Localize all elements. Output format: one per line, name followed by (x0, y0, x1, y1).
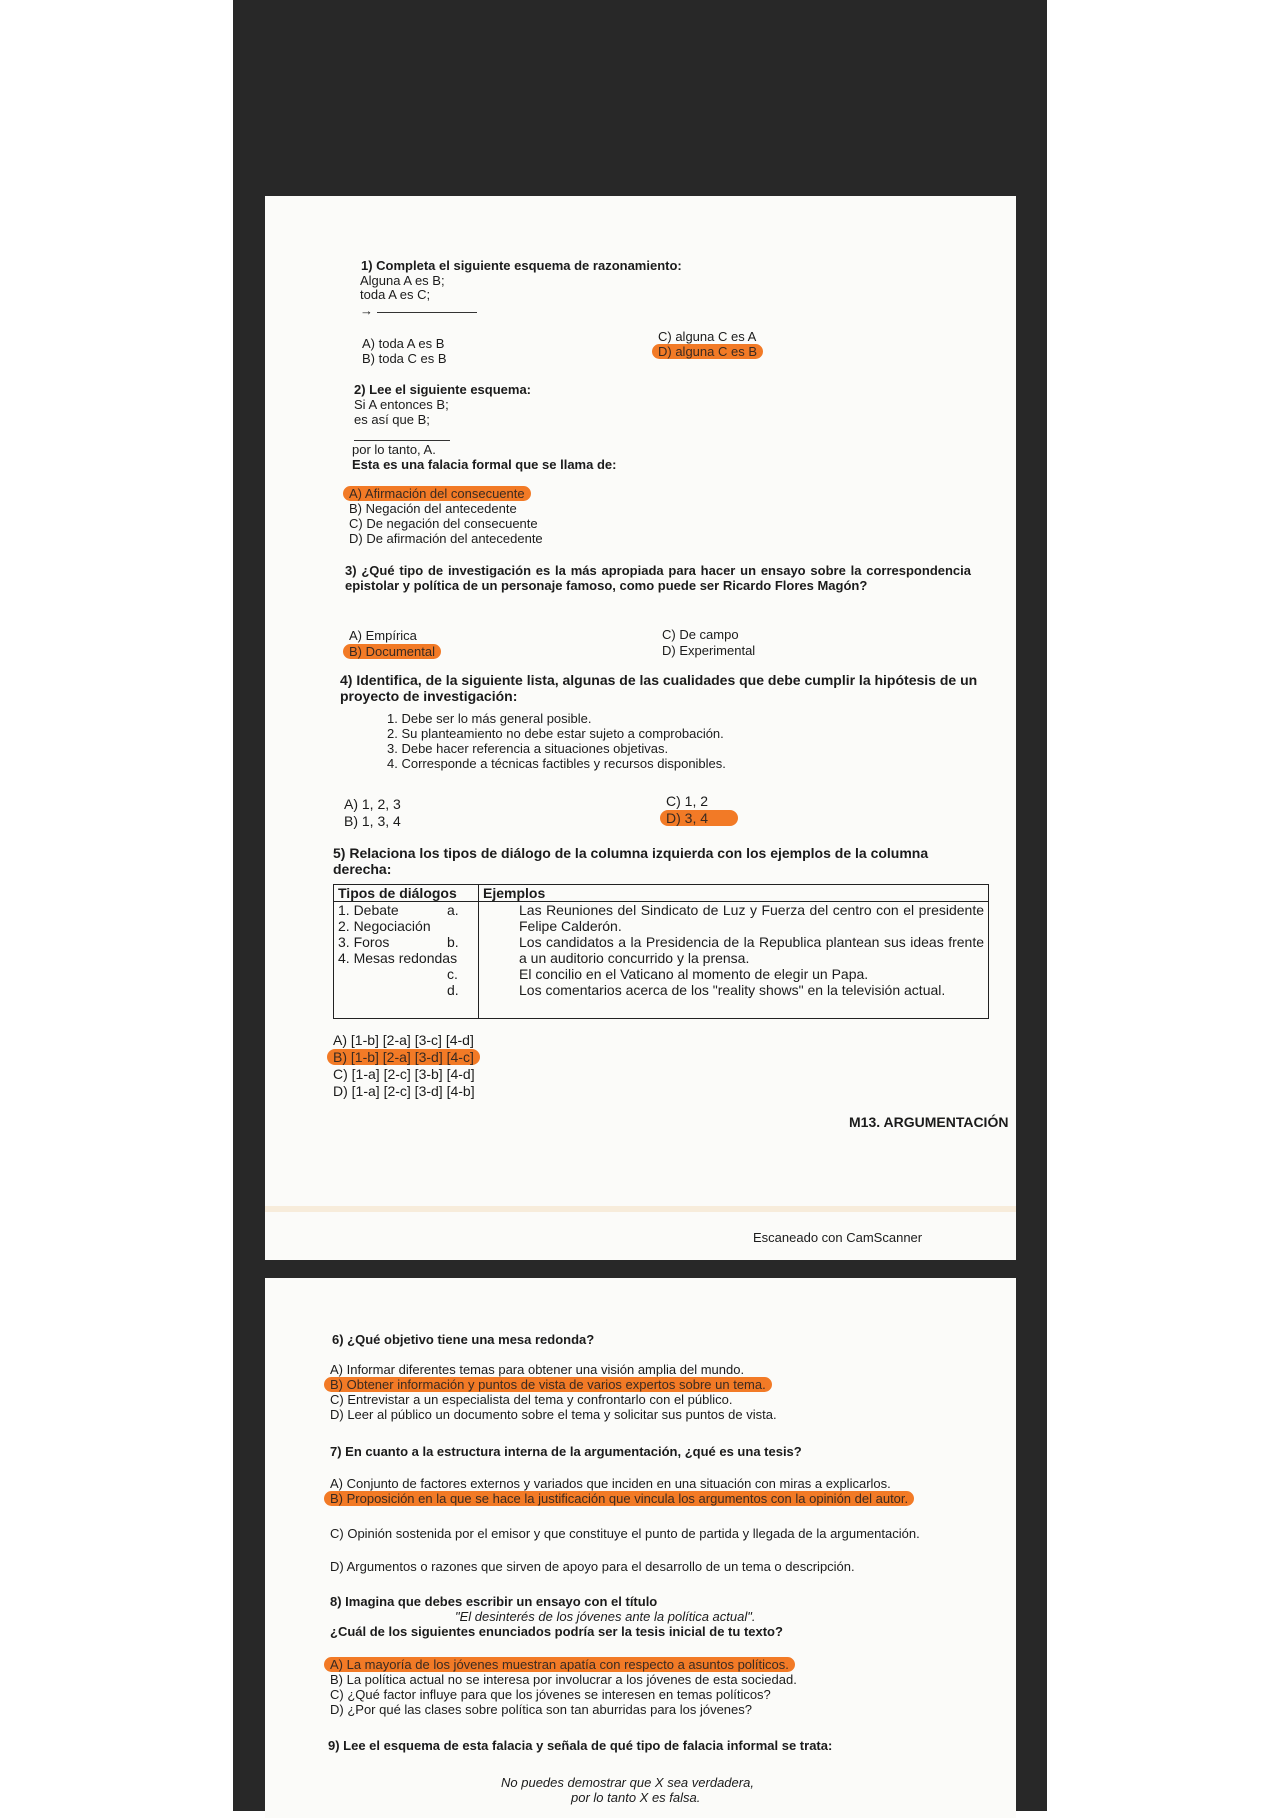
q2-option-d: D) De afirmación del antecedente (349, 531, 543, 546)
type-item: 3. Foros (338, 934, 390, 950)
q4-option-c: C) 1, 2 (666, 793, 709, 809)
type-item: 1. Debate (338, 902, 399, 918)
example-item (447, 966, 984, 982)
example-item (447, 982, 984, 998)
col-header-examples: Ejemplos (479, 885, 989, 902)
q4-option-a: A) 1, 2, 3 (344, 796, 401, 812)
q2-question: Esta es una falacia formal que se llama de: (352, 457, 617, 472)
example-letter: c. (447, 966, 458, 982)
answer-highlight: A) Afirmación del consecuente (343, 486, 531, 501)
answer-highlight: B) Proposición en la que se hace la justificación que vincula los argumentos con la opinión del autor. (324, 1491, 914, 1506)
q5-title: 5) Relaciona los tipos de diálogo de la columna izquierda con los ejemplos de la columna derecha: (333, 845, 929, 877)
q4-option-d (666, 810, 738, 826)
q7-option-d: D) Argumentos o razones que sirven de apoyo para el desarrollo de un tema o descripción. (330, 1559, 855, 1574)
q9-line-2: por lo tanto X es falsa. (571, 1790, 701, 1805)
example-text: Los candidatos a la Presidencia de la Republica plantean sus ideas frente a un auditorio concurrido y la prensa. (519, 934, 984, 966)
q8-essay-title: "El desinterés de los jóvenes ante la política actual". (455, 1609, 756, 1624)
example-letter: d. (447, 982, 459, 998)
q5-option-d: D) [1-a] [2-c] [3-d] [4-b] (333, 1083, 475, 1099)
answer-highlight: D) 3, 4 (660, 810, 738, 826)
q1-option-a: A) toda A es B (362, 336, 445, 351)
q5-option-c: C) [1-a] [2-c] [3-b] [4-d] (333, 1066, 475, 1082)
q7-option-c: C) Opinión sostenida por el emisor y que constituye el punto de partida y llegada de la argumentación. (330, 1526, 920, 1541)
q9-line-1: No puedes demostrar que X sea verdadera, (501, 1775, 754, 1790)
q5-option-a: A) [1-b] [2-a] [3-c] [4-d] (333, 1032, 474, 1048)
q2-blank-line (354, 440, 450, 441)
blank-line (377, 311, 477, 313)
q4-item: 1. Debe ser lo más general posible. (387, 711, 592, 726)
answer-highlight: B) Obtener información y puntos de vista de varios expertos sobre un tema. (324, 1377, 772, 1392)
q2-option-a (349, 486, 531, 501)
example-text: Las Reuniones del Sindicato de Luz y Fuerza del centro con el presidente Felipe Calderón. (519, 902, 984, 934)
dialog-types-table (333, 884, 989, 1019)
q1-option-b: B) toda C es B (362, 351, 447, 366)
types-cell (334, 902, 479, 1019)
q4-item: 3. Debe hacer referencia a situaciones objetivas. (387, 741, 669, 756)
q1-option-c: C) alguna C es A (658, 329, 757, 344)
q2-line-1: Si A entonces B; (354, 397, 449, 412)
examples-cell (447, 902, 989, 1019)
q3-option-a: A) Empírica (349, 628, 417, 643)
q1-option-d (658, 344, 763, 359)
scanned-page-1 (265, 196, 1016, 1260)
q7-option-b (330, 1491, 976, 1506)
q2-line-2: es así que B; (354, 412, 430, 427)
q4-title: 4) Identifica, de la siguiente lista, algunas de las cualidades que debe cumplir la hipótesis de un proyecto de investigación: (340, 672, 978, 704)
q3-option-d: D) Experimental (662, 643, 756, 658)
type-item: 2. Negociación (338, 918, 431, 934)
q1-title: 1) Completa el siguiente esquema de razonamiento: (361, 258, 682, 273)
type-item: 4. Mesas redondas (338, 950, 458, 966)
q1-premise-1: Alguna A es B; (360, 273, 445, 288)
answer-highlight: B) [1-b] [2-a] [3-d] [4-c] (327, 1049, 480, 1065)
example-letter: a. (447, 902, 459, 918)
answer-highlight: D) alguna C es B (652, 344, 763, 359)
q8-title: 8) Imagina que debes escribir un ensayo con el título (330, 1594, 658, 1609)
q1-premise-2: toda A es C; (360, 287, 431, 302)
answer-highlight: B) Documental (343, 644, 441, 659)
arrow-icon: → (360, 303, 373, 318)
q6-title: 6) ¿Qué objetivo tiene una mesa redonda? (332, 1332, 595, 1347)
q8-option-b: B) La política actual no se interesa por involucrar a los jóvenes de esta sociedad. (330, 1672, 797, 1687)
example-text: Los comentarios acerca de los "reality shows" en la televisión actual. (519, 982, 946, 998)
example-text: El concilio en el Vaticano al momento de elegir un Papa. (519, 966, 869, 982)
q6-option-c: C) Entrevistar a un especialista del tema y confrontarlo con el público. (330, 1392, 733, 1407)
example-item (447, 934, 984, 966)
q3-option-b (349, 644, 441, 659)
course-label: M13. ARGUMENTACIÓN (849, 1114, 1009, 1130)
q2-line-3: por lo tanto, A. (352, 442, 436, 457)
camscanner-stamp: Escaneado con CamScanner (753, 1230, 923, 1245)
q8-option-d: D) ¿Por qué las clases sobre política son tan aburridas para los jóvenes? (330, 1702, 752, 1717)
q4-item: 4. Corresponde a técnicas factibles y recursos disponibles. (387, 756, 726, 771)
answer-highlight: A) La mayoría de los jóvenes muestran apatía con respecto a asuntos políticos. (324, 1657, 795, 1672)
scan-edge (265, 1206, 1016, 1212)
q3-option-c: C) De campo (662, 627, 739, 642)
q5-option-b (333, 1049, 480, 1065)
q7-option-a: A) Conjunto de factores externos y variados que inciden en una situación con miras a explicarlos. (330, 1476, 891, 1491)
q8-option-c: C) ¿Qué factor influye para que los jóvenes se interesen en temas políticos? (330, 1687, 771, 1702)
q8-question: ¿Cuál de los siguientes enunciados podría ser la tesis inicial de tu texto? (330, 1624, 783, 1639)
q3-title: 3) ¿Qué tipo de investigación es la más apropiada para hacer un ensayo sobre la correspondencia epistolar y política de un personaje famoso, como puede ser Ricardo Flores Magón? (345, 563, 971, 593)
q2-option-c: C) De negación del consecuente (349, 516, 538, 531)
q9-title: 9) Lee el esquema de esta falacia y señala de qué tipo de falacia informal se trata: (328, 1738, 833, 1753)
q6-option-b (330, 1377, 772, 1392)
col-header-types: Tipos de diálogos (334, 885, 479, 902)
q4-option-b: B) 1, 3, 4 (344, 813, 401, 829)
example-item (447, 902, 984, 934)
q2-option-b: B) Negación del antecedente (349, 501, 517, 516)
q7-title: 7) En cuanto a la estructura interna de la argumentación, ¿qué es una tesis? (330, 1444, 802, 1459)
q2-title: 2) Lee el siguiente esquema: (354, 382, 532, 397)
scanned-page-2 (265, 1278, 1016, 1818)
q6-option-d: D) Leer al público un documento sobre el tema y solicitar sus puntos de vista. (330, 1407, 777, 1422)
q8-option-a (330, 1657, 795, 1672)
example-letter: b. (447, 934, 459, 950)
q1-conclusion-line (360, 303, 477, 318)
q4-item: 2. Su planteamiento no debe estar sujeto a comprobación. (387, 726, 724, 741)
q6-option-a: A) Informar diferentes temas para obtener una visión amplia del mundo. (330, 1362, 745, 1377)
